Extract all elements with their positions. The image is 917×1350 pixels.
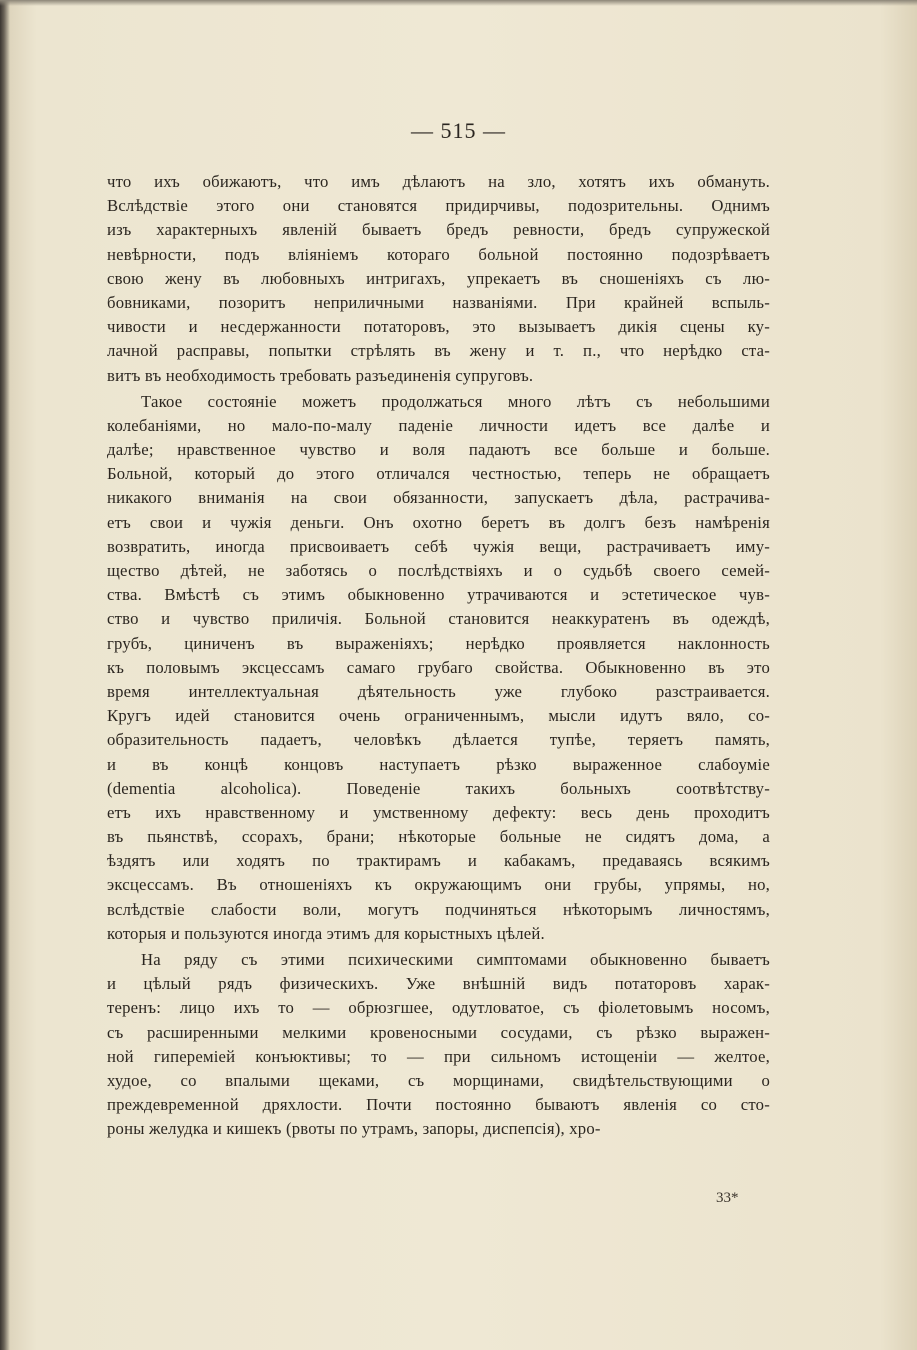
text-line: етъ свои и чужія деньги. Онъ охотно беретъ въ долгъ безъ намѣренія xyxy=(107,512,770,532)
text-line: что ихъ обижаютъ, что имъ дѣлаютъ на зло, хотятъ ихъ обмануть. xyxy=(107,172,770,191)
text-line: Такое состояніе можетъ продолжаться много лѣтъ съ небольшими xyxy=(141,391,770,411)
text-line: етъ ихъ нравственному и умственному дефекту: весь день проходитъ xyxy=(107,802,770,822)
text-line: худое, со впалыми щеками, съ морщинами, свидѣтельствующими о xyxy=(107,1070,770,1090)
body-text xyxy=(107,170,770,1142)
text-line: щество дѣтей, не заботясь о послѣдствіяхъ и о судьбѣ своего семей- xyxy=(107,561,770,580)
text-line: образительность падаетъ, человѣкъ дѣлается тупѣе, теряетъ память, xyxy=(107,730,770,750)
page-top-shadow xyxy=(0,0,917,6)
text-line: Вслѣдствіе этого они становятся придирчивы, подозрительны. Однимъ xyxy=(107,196,770,216)
paragraph xyxy=(107,948,770,1142)
text-line: ной гипереміей конъюктивы; то — при сильномъ истощеніи — желтое, xyxy=(107,1046,770,1066)
page-binding-shadow xyxy=(0,0,10,1350)
text-line: (dementia alcoholica). Поведеніе такихъ больныхъ соотвѣтству- xyxy=(107,778,770,798)
text-line: роны желудка и кишекъ (рвоты по утрамъ, запоры, диспепсія), хро- xyxy=(107,1119,601,1139)
text-line: ѣздятъ или ходятъ по трактирамъ и кабакамъ, предаваясь всякимъ xyxy=(107,851,770,871)
text-line: вслѣдствіе слабости воли, могутъ подчиняться нѣкоторымъ личностямъ, xyxy=(107,899,770,919)
text-line: свою жену въ любовныхъ интригахъ, упрекаетъ въ сношеніяхъ съ лю- xyxy=(107,268,770,288)
page-number: — 515 — xyxy=(411,118,506,143)
text-line: На ряду съ этими психическими симптомами обыкновенно бываетъ xyxy=(141,950,770,969)
text-line: и въ концѣ концовъ наступаетъ рѣзко выраженное слабоуміе xyxy=(107,754,770,774)
text-line: теренъ: лицо ихъ то — обрюзгшее, одутловатое, съ фіолетовымъ носомъ, xyxy=(107,998,770,1018)
text-line: изъ характерныхъ явленій бываетъ бредъ ревности, бредъ супружеской xyxy=(107,220,770,240)
text-line: и цѣлый рядъ физическихъ. Уже внѣшній видъ потаторовъ харак- xyxy=(107,974,770,994)
text-line: невѣрности, подъ вліяніемъ котораго больной постоянно подозрѣваетъ xyxy=(107,244,770,264)
text-line: возвратить, иногда присвоиваетъ себѣ чужія вещи, растрачиваетъ иму- xyxy=(107,536,770,556)
paragraph xyxy=(107,170,770,388)
text-line: далѣе; нравственное чувство и воля падаютъ все больше и больше. xyxy=(107,440,770,460)
text-line: къ половымъ эксцессамъ самаго грубаго свойства. Обыкновенно въ это xyxy=(107,657,770,677)
text-line: эксцессамъ. Въ отношеніяхъ къ окружающимъ они грубы, упрямы, но, xyxy=(107,875,770,895)
text-line: лачной расправы, попытки стрѣлять въ жену и т. п., что нерѣдко ста- xyxy=(107,341,770,361)
text-line: колебаніями, но мало-по-малу паденіе личности идетъ все далѣе и xyxy=(107,415,770,435)
text-line: время интеллектуальная дѣятельность уже глубоко разстраивается. xyxy=(107,681,770,701)
paragraph xyxy=(107,390,770,946)
text-line: съ расширенными мелкими кровеносными сосудами, съ рѣзко выражен- xyxy=(107,1022,770,1042)
text-line: витъ въ необходимость требовать разъединенія супруговъ. xyxy=(107,365,534,385)
text-line: грубъ, циниченъ въ выраженіяхъ; нерѣдко проявляется наклонность xyxy=(107,633,770,653)
text-line: никакого вниманія на свои обязанности, запускаетъ дѣла, растрачива- xyxy=(107,488,770,508)
text-line: преждевременной дряхлости. Почти постоянно бываютъ явленія со сто- xyxy=(107,1095,770,1115)
text-line: Кругъ идей становится очень ограниченнымъ, мысли идутъ вяло, со- xyxy=(107,706,770,726)
text-line: ство и чувство приличія. Больной становится неаккуратенъ въ одеждѣ, xyxy=(107,609,770,629)
text-line: ства. Вмѣстѣ съ этимъ обыкновенно утрачиваются и эстетическое чув- xyxy=(107,585,770,605)
text-line: чивости и несдержанности потаторовъ, это вызываетъ дикія сцены ку- xyxy=(107,317,770,337)
text-line: Больной, который до этого отличался честностью, теперь не обращаетъ xyxy=(107,464,770,484)
text-line: которыя и пользуются иногда этимъ для корыстныхъ цѣлей. xyxy=(107,923,545,943)
signature-mark: 33* xyxy=(716,1190,739,1206)
text-line: бовниками, позоритъ неприличными названіями. При крайней вспыль- xyxy=(107,292,770,312)
text-line: въ пьянствѣ, ссорахъ, брани; нѣкоторые больные не сидятъ дома, а xyxy=(107,827,770,847)
